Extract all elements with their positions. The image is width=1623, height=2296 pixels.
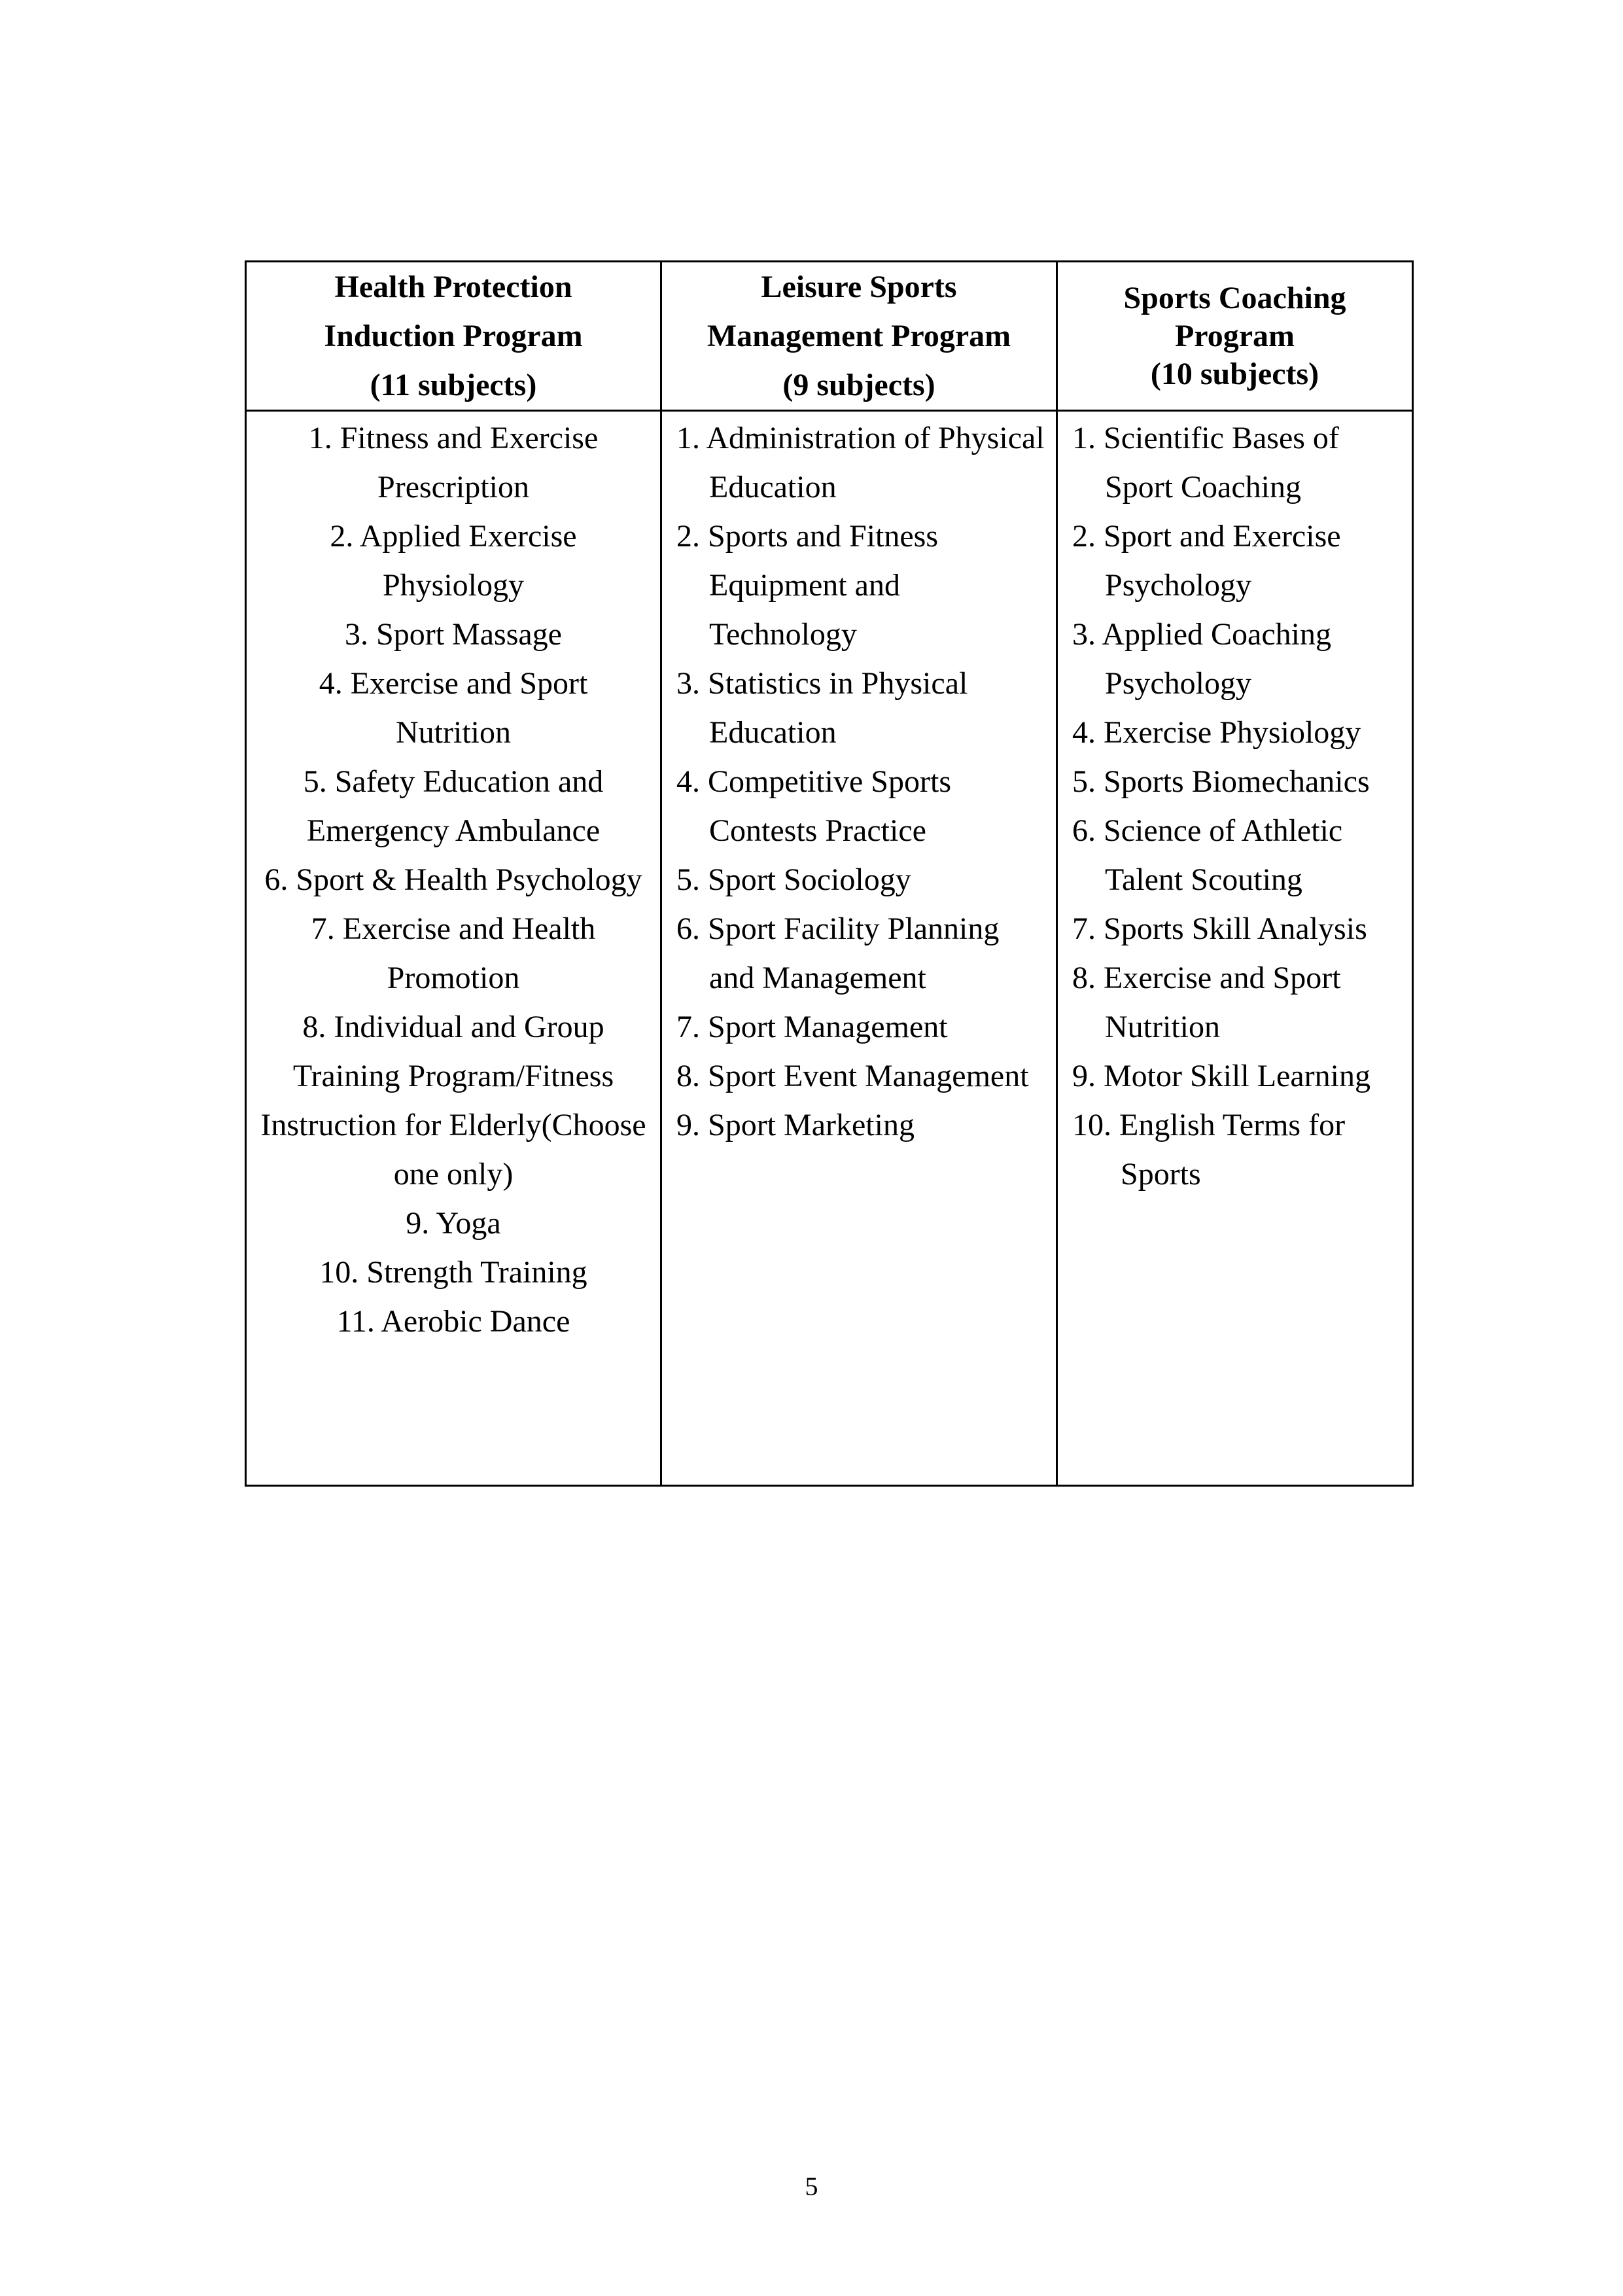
- health-protection-subject-list: [247, 412, 660, 1346]
- list-item: 4. Competitive Sports Contests Practice: [676, 764, 951, 848]
- header-line: Program: [1174, 318, 1295, 353]
- list-item: 9. Yoga: [406, 1206, 501, 1241]
- list-item: 10. English Terms for Sports: [1072, 1108, 1346, 1192]
- list-item: 9. Sport Marketing: [676, 1108, 915, 1142]
- table-header-row: [246, 262, 1413, 411]
- list-item: 1. Scientific Bases of Sport Coaching: [1072, 421, 1339, 504]
- header-line: (9 subjects): [782, 368, 935, 402]
- list-item: 8. Sport Event Management: [676, 1059, 1029, 1093]
- list-item: 6. Sport Facility Planning and Management: [676, 911, 1000, 995]
- list-item: 10. Strength Training: [319, 1255, 587, 1290]
- list-item: 1. Administration of Physical Education: [676, 421, 1045, 504]
- header-line: Sports Coaching: [1123, 280, 1346, 315]
- header-line: Leisure Sports: [761, 270, 957, 304]
- list-item: 2. Sports and Fitness Equipment and Technology: [676, 519, 939, 652]
- sports-coaching-subjects-cell: [1057, 411, 1413, 1486]
- list-item: 5. Sports Biomechanics: [1072, 764, 1370, 799]
- header-line: (11 subjects): [370, 368, 537, 402]
- health-protection-subjects-cell: [246, 411, 661, 1486]
- program-subjects-table: [245, 260, 1414, 1487]
- list-item: 3. Statistics in Physical Education: [676, 666, 968, 750]
- leisure-sports-subjects-cell: [661, 411, 1057, 1486]
- list-item: 2. Applied Exercise Physiology: [330, 519, 577, 603]
- header-health-protection: [246, 262, 661, 411]
- list-item: 4. Exercise Physiology: [1072, 715, 1361, 750]
- list-item: 7. Sport Management: [676, 1010, 948, 1044]
- list-item: 4. Exercise and Sport Nutrition: [319, 666, 588, 750]
- list-item: 5. Safety Education and Emergency Ambulance: [303, 764, 604, 848]
- table-body-row: [246, 411, 1413, 1486]
- list-item: 6. Sport & Health Psychology: [264, 862, 642, 897]
- list-item: 2. Sport and Exercise Psychology: [1072, 519, 1341, 603]
- list-item: 11. Aerobic Dance: [336, 1304, 570, 1339]
- header-leisure-sports: [661, 262, 1057, 411]
- list-item: 7. Exercise and Health Promotion: [311, 911, 596, 995]
- header-line: Induction Program: [324, 319, 583, 353]
- list-item: 3. Sport Massage: [345, 617, 562, 652]
- header-line: Health Protection: [334, 270, 572, 304]
- list-item: 8. Exercise and Sport Nutrition: [1072, 961, 1341, 1044]
- list-item: 8. Individual and Group Training Program/Fitness Instruction for Elderly(Choose one only): [260, 1010, 646, 1192]
- list-item: 7. Sports Skill Analysis: [1072, 911, 1367, 946]
- header-sports-coaching: [1057, 262, 1413, 411]
- sports-coaching-subject-list: [1058, 412, 1412, 1199]
- list-item: 6. Science of Athletic Talent Scouting: [1072, 813, 1343, 897]
- list-item: 5. Sport Sociology: [676, 862, 911, 897]
- header-line: Management Program: [707, 319, 1011, 353]
- list-item: 1. Fitness and Exercise Prescription: [308, 421, 599, 504]
- leisure-sports-subject-list: [662, 412, 1056, 1150]
- list-item: 9. Motor Skill Learning: [1072, 1059, 1370, 1093]
- page-number: 5: [805, 2172, 818, 2201]
- list-item: 3. Applied Coaching Psychology: [1072, 617, 1331, 701]
- header-line: (10 subjects): [1150, 356, 1319, 391]
